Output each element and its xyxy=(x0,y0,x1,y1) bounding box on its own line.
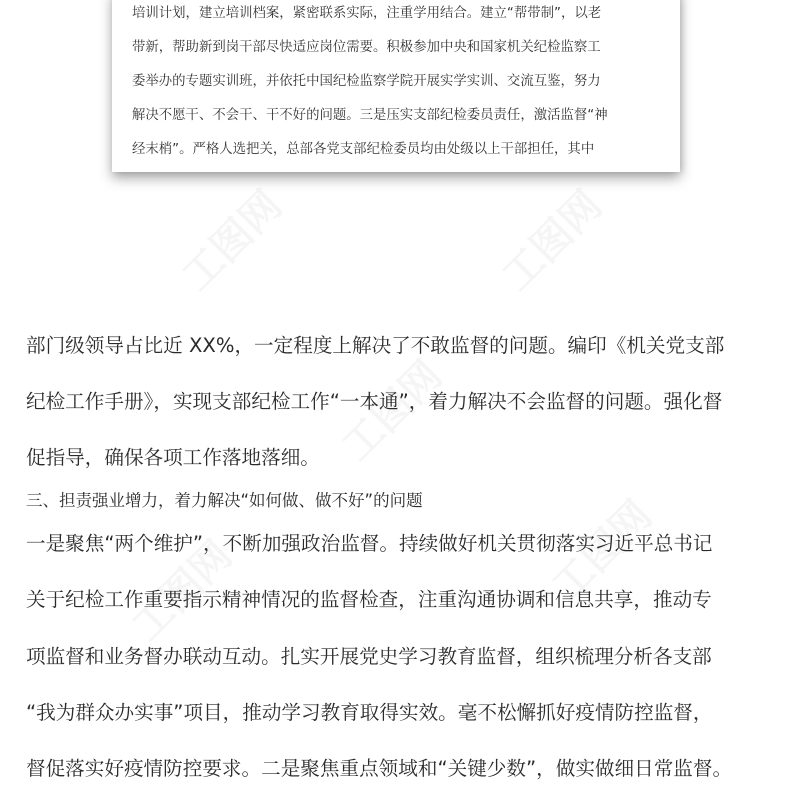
document-card xyxy=(112,0,680,172)
body-text-line: 部门级领导占比近 XX%，一定程度上解决了不敢监督的问题。编印《机关党支部 xyxy=(26,334,725,357)
section-heading: 三、担责强业增力，着力解决“如何做、做不好”的问题 xyxy=(26,491,423,510)
card-text-line: 委举办的专题实训班，并依托中国纪检监察学院开展实学实训、交流互鉴，努力 xyxy=(132,74,601,89)
body-text-line: 促指导，确保各项工作落地落细。 xyxy=(26,446,320,469)
watermark: 工图网 xyxy=(333,352,452,470)
watermark: 工图网 xyxy=(173,182,292,300)
body-text-line: 项监督和业务督办联动互动。扎实开展党史学习教育监督，组织梳理分析各支部 xyxy=(26,645,712,668)
body-text-line: 纪检工作手册》，实现支部纪检工作“一本通”，着力解决不会监督的问题。强化督 xyxy=(26,390,723,413)
card-text-line: 解决不愿干、不会干、干不好的问题。三是压实支部纪检委员责任，激活监督“神 xyxy=(132,108,608,123)
body-text-line: 督促落实好疫情防控要求。二是聚焦重点领域和“关键少数”，做实做细日常监督。 xyxy=(26,757,733,780)
watermark: 工图网 xyxy=(123,532,242,650)
watermark: 工图网 xyxy=(493,182,612,300)
card-text-line: 培训计划，建立培训档案，紧密联系实际，注重学用结合。建立“帮带制”，以老 xyxy=(132,6,602,21)
body-text-line: 一是聚焦“两个维护”，不断加强政治监督。持续做好机关贯彻落实习近平总书记 xyxy=(26,532,713,555)
watermark: 工图网 xyxy=(543,492,662,610)
body-text-line: 关于纪检工作重要指示精神情况的监督检查，注重沟通协调和信息共享，推动专 xyxy=(26,588,712,611)
card-text-line: 带新，帮助新到岗干部尽快适应岗位需要。积极参加中央和国家机关纪检监察工 xyxy=(132,40,601,55)
card-text-line: 经末梢”。严格人选把关，总部各党支部纪检委员均由处级以上干部担任，其中 xyxy=(132,142,595,157)
body-text-line: “我为群众办实事”项目，推动学习教育取得实效。毫不松懈抓好疫情防控监督， xyxy=(26,701,713,724)
